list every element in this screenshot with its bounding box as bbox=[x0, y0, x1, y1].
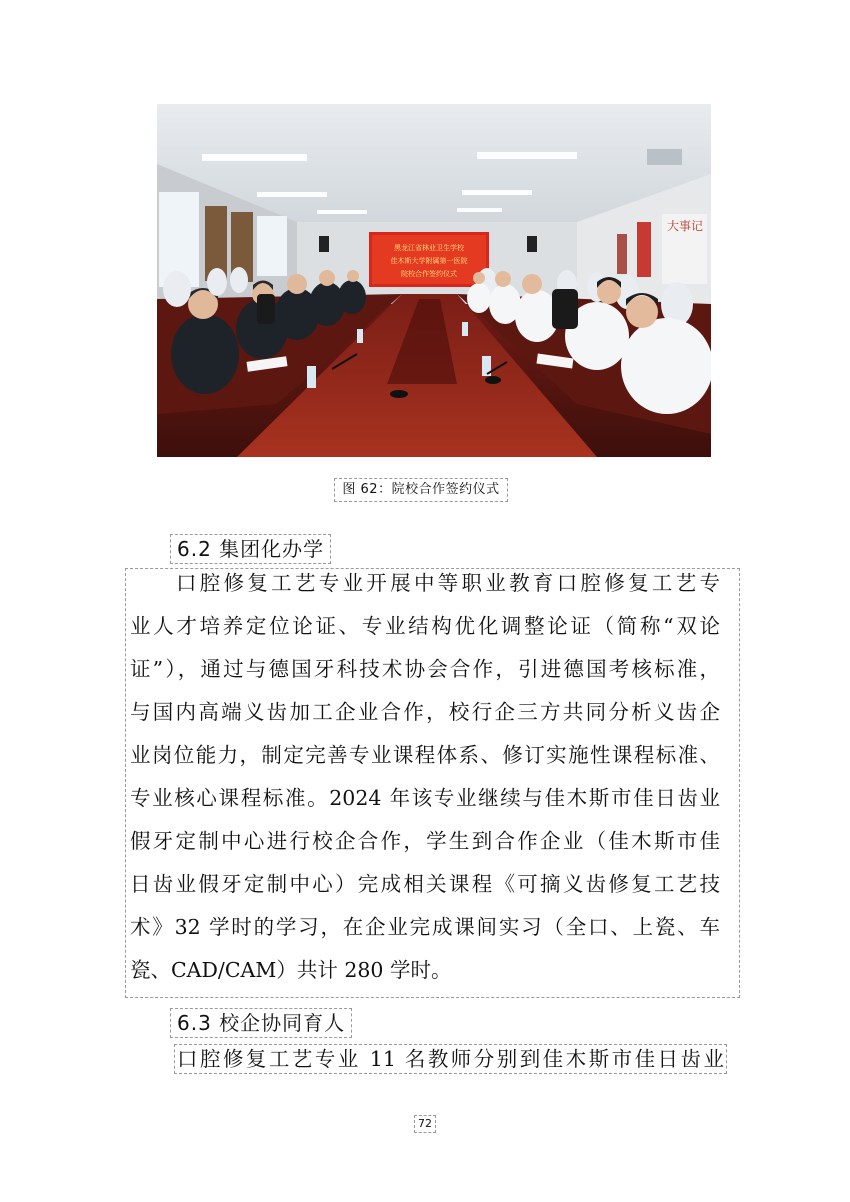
paragraph-line: 业人才培养定位论证、专业结构优化调整论证（简称“双论 bbox=[130, 614, 720, 638]
svg-text:大事记: 大事记 bbox=[667, 219, 704, 233]
page-number: 72 bbox=[414, 1115, 436, 1133]
paragraph-line: 术》32 学时的学习，在企业完成课间实习（全口、上瓷、车 bbox=[130, 915, 720, 939]
paragraph-line: 口腔修复工艺专业开展中等职业教育口腔修复工艺专 bbox=[176, 571, 720, 595]
paragraph-line: 与国内高端义齿加工企业合作，校行企三方共同分析义齿企 bbox=[130, 700, 720, 724]
section-heading-6-2: 6.2 集团化办学 bbox=[170, 534, 331, 564]
paragraph-line: 专业核心课程标准。2024 年该专业继续与佳木斯市佳日齿业 bbox=[130, 786, 720, 810]
figure-caption: 图 62：院校合作签约仪式 bbox=[334, 478, 508, 502]
paragraph-line: 假牙定制中心进行校企合作，学生到合作企业（佳木斯市佳 bbox=[130, 829, 720, 853]
banner-text-2: 佳木斯大学附属第一医院 bbox=[390, 257, 468, 265]
banner-text-3: 院校合作签约仪式 bbox=[401, 270, 457, 278]
paragraph-line: 业岗位能力，制定完善专业课程体系、修订实施性课程标准、 bbox=[130, 743, 720, 767]
paragraph-line: 瓷、CAD/CAM）共计 280 学时。 bbox=[130, 958, 452, 982]
signing-ceremony-photo bbox=[157, 104, 711, 457]
section-heading-6-3: 6.3 校企协同育人 bbox=[170, 1008, 352, 1038]
banner-text-1: 黑龙江省林业卫生学校 bbox=[394, 244, 464, 252]
paragraph-line: 日齿业假牙定制中心）完成相关课程《可摘义齿修复工艺技 bbox=[130, 872, 720, 896]
paragraph-line: 证”），通过与德国牙科技术协会合作，引进德国考核标准， bbox=[130, 657, 720, 681]
section-6-3-first-line: 口腔修复工艺专业 11 名教师分别到佳木斯市佳日齿业 bbox=[174, 1044, 727, 1074]
